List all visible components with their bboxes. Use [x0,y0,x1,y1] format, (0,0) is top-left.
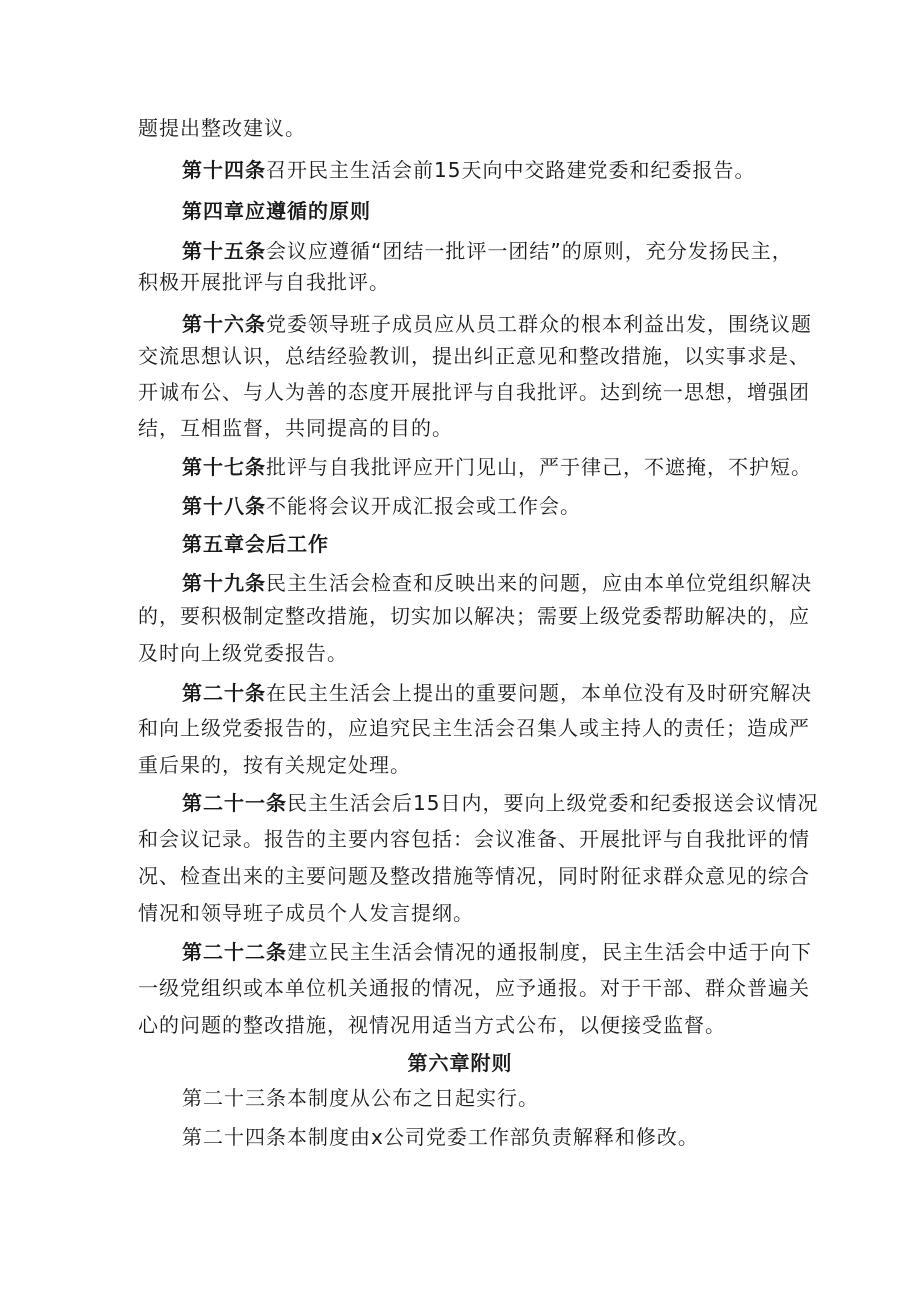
article-20 [182,678,812,708]
article-21 [182,788,818,818]
article-label: 第十四条 [182,158,266,182]
article-text: 党委领导班子成员应从员工群众的根本利益出发，围绕议题 [266,312,812,336]
article-15-line-2: 积极开展批评与自我批评。 [138,270,390,294]
article-19 [182,568,812,598]
article-22-line-3: 心的问题的整改措施，视情况用适当方式公布，以便接受监督。 [138,1013,726,1037]
article-18 [182,491,581,521]
article-text: 民主生活会后15日内，要向上级党委和纪委报送会议情况 [287,791,819,815]
article-23: 第二十三条本制度从公布之日起实行。 [182,1086,539,1110]
article-14 [182,155,755,185]
paragraph-continuation [138,113,306,143]
article-text: 在民主生活会上提出的重要问题，本单位没有及时研究解决 [266,681,812,705]
article-label: 第二十条 [182,681,266,705]
chapter-5-heading: 第五章会后工作 [182,532,329,556]
article-label: 第二十一条 [182,791,287,815]
article-text: 民主生活会检查和反映出来的问题，应由本单位党组织解决 [266,571,812,595]
article-label: 第十八条 [182,494,266,518]
article-text: 不能将会议开成汇报会或工作会。 [266,494,581,518]
paragraph-text: 题提出整改建议。 [138,116,306,140]
article-24: 第二十四条本制度由x公司党委工作部负责解释和修改。 [182,1125,699,1149]
article-16-line-4: 结，互相监督，共同提高的目的。 [138,416,453,440]
article-21-line-3: 况、检查出来的主要问题及整改措施等情况，同时附征求群众意见的综合 [138,864,810,888]
article-20-line-2: 和向上级党委报告的，应追究民主生活会召集人或主持人的责任；造成严 [138,716,810,740]
article-19-line-3: 及时向上级党委报告。 [138,641,348,665]
article-text: 会议应遵循“团结一批评一团结”的原则，充分发扬民主， [266,239,793,263]
article-21-line-2: 和会议记录。报告的主要内容包括：会议准备、开展批评与自我批评的情 [138,827,810,851]
article-text: 批评与自我批评应开门见山，严于律己，不遮掩，不护短。 [266,455,812,479]
article-label: 第二十二条 [182,940,287,964]
article-label: 第十六条 [182,312,266,336]
article-label: 第十九条 [182,571,266,595]
article-22 [182,937,812,967]
article-16-line-2: 交流思想认识，总结经验教训，提出纠正意见和整改措施，以实事求是、 [138,344,810,368]
article-19-line-2: 的，要积极制定整改措施，切实加以解决；需要上级党委帮助解决的，应 [138,604,810,628]
article-label: 第十七条 [182,455,266,479]
article-text: 建立民主生活会情况的通报制度，民主生活会中适于向下 [287,940,812,964]
article-22-line-2: 一级党组织或本单位机关通报的情况，应予通报。对于干部、群众普遍关 [138,976,810,1000]
article-16-line-3: 开诚布公、与人为善的态度开展批评与自我批评。达到统一思想，增强团 [138,380,810,404]
chapter-6-heading: 第六章附则 [407,1051,513,1075]
article-17 [182,452,812,482]
article-text: 召开民主生活会前15天向中交路建党委和纪委报告。 [266,158,756,182]
article-20-line-3: 重后果的，按有关规定处理。 [138,753,411,777]
article-label: 第十五条 [182,239,266,263]
article-15 [182,236,793,266]
article-21-line-4: 情况和领导班子成员个人发言提纲。 [138,901,474,925]
article-16 [182,309,812,339]
chapter-4-heading: 第四章应遵循的原则 [182,199,371,223]
